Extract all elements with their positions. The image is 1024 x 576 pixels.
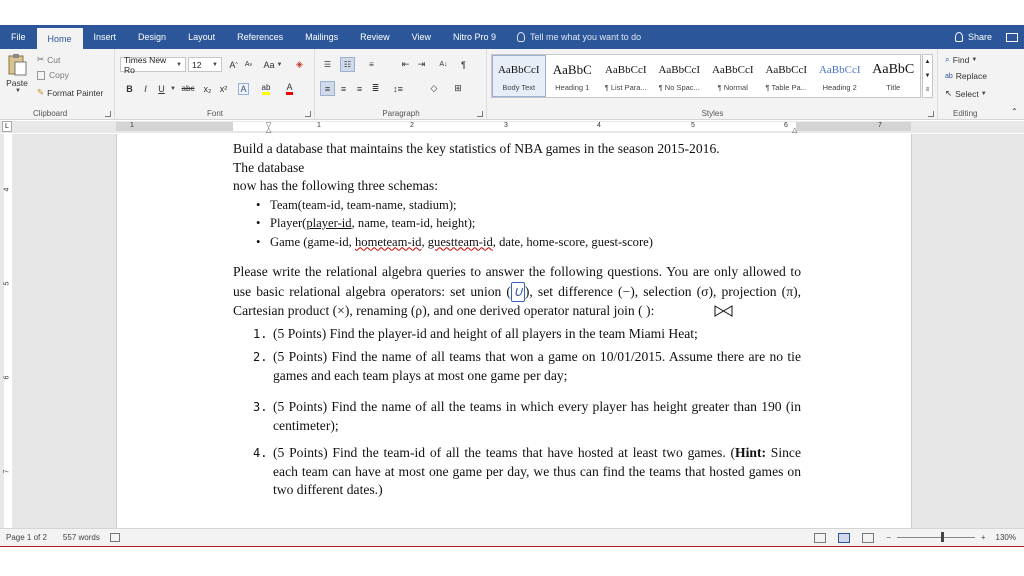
- question-4: [233, 444, 801, 500]
- web-layout-icon[interactable]: [862, 533, 874, 543]
- borders-icon: ⊞: [454, 83, 462, 93]
- tab-nitro-pro[interactable]: Nitro Pro 9: [453, 32, 497, 42]
- font-group-label: Font: [206, 109, 223, 118]
- ruler-number: 3: [504, 122, 508, 129]
- horizontal-ruler[interactable]: [116, 122, 911, 134]
- document-body[interactable]: [233, 140, 801, 500]
- status-bar: [0, 528, 1024, 546]
- instructions-paragraph: [233, 263, 801, 321]
- tab-file[interactable]: File: [11, 32, 26, 42]
- justify-icon: ≣: [371, 83, 380, 93]
- search-icon: ⌕: [945, 54, 950, 64]
- tab-references[interactable]: References: [237, 32, 284, 42]
- paragraph-launcher-icon[interactable]: [477, 111, 483, 117]
- copy-label: Copy: [49, 70, 69, 80]
- schema-text: Player(: [270, 216, 307, 230]
- bullets-button[interactable]: [320, 57, 335, 72]
- ruler-number: 1: [130, 122, 134, 129]
- comments-button[interactable]: [1000, 25, 1024, 49]
- tab-design[interactable]: Design: [138, 32, 167, 42]
- word-count[interactable]: 557 words: [62, 533, 100, 542]
- italic-button[interactable]: I: [144, 83, 147, 94]
- style-name: Heading 2: [822, 83, 857, 92]
- zoom-out-icon[interactable]: −: [886, 533, 891, 542]
- zoom-slider-knob[interactable]: [941, 532, 944, 542]
- zoom-in-icon[interactable]: +: [980, 533, 986, 542]
- collapse-ribbon-button[interactable]: [1011, 107, 1018, 116]
- schema-player: [256, 214, 801, 233]
- schema-text: Game (game-id,: [270, 234, 355, 249]
- chevron-down-icon: ▼: [170, 85, 176, 92]
- style-preview: AaBbCcI: [711, 64, 754, 76]
- tell-me-text: Tell me what you want to do: [530, 32, 642, 42]
- font-color-label: A: [286, 82, 292, 95]
- grow-font-label: A: [229, 59, 236, 70]
- spellcheck-word[interactable]: guestteam-id: [427, 234, 493, 249]
- numbered-list-icon: ☷: [343, 60, 352, 69]
- superscript-button[interactable]: x²: [219, 83, 228, 94]
- underline-dropdown[interactable]: [168, 81, 176, 96]
- tab-insert[interactable]: Insert: [93, 32, 117, 42]
- clear-formatting-button[interactable]: [292, 57, 307, 72]
- ruler-number: 7: [878, 122, 882, 129]
- cursor-icon: ↖: [945, 88, 953, 98]
- style-body-text[interactable]: [492, 55, 546, 97]
- style-preview: AaBbCcI: [765, 64, 808, 76]
- tab-mailings[interactable]: Mailings: [305, 32, 339, 42]
- clipboard-group-label: Clipboard: [33, 109, 68, 118]
- schema-text: , date, home-score, guest-score): [492, 234, 653, 249]
- shading-button[interactable]: [424, 81, 444, 96]
- question-text: (5 Points) Find the team-id of all the teams that have hosted at least two games. (: [273, 445, 736, 460]
- highlight-label: ab: [262, 83, 271, 95]
- shrink-font-button[interactable]: A v: [244, 61, 253, 68]
- format-painter-button[interactable]: [37, 87, 103, 98]
- editing-group-label: Editing: [953, 109, 978, 118]
- style-preview: AaBbC: [872, 62, 915, 77]
- eraser-icon: ◈: [296, 59, 303, 69]
- union-symbol: ∪: [511, 282, 525, 303]
- chevron-down-icon: ▼: [980, 90, 987, 97]
- style-name: Heading 1: [555, 83, 590, 92]
- sort-icon: A↓: [439, 61, 448, 68]
- copy-icon: [37, 71, 45, 80]
- question-2: [233, 348, 801, 385]
- ribbon-home: [0, 49, 1024, 120]
- find-label: Find: [952, 54, 970, 65]
- schema-text: ,: [421, 234, 428, 249]
- style-list-paragraph[interactable]: [599, 55, 653, 97]
- styles-launcher-icon[interactable]: [928, 111, 934, 117]
- question-text: (5 Points) Find the player-id and height of all players in the team Miami Heat;: [273, 325, 698, 341]
- share-button[interactable]: [947, 25, 1000, 49]
- font-family-select[interactable]: [120, 54, 186, 75]
- right-margin-area: [796, 122, 911, 131]
- instructions-text: ), set difference (−), selection (σ), projection (π), Cartesian product (×), renaming (ρ), and one derived operator natural join ( ):: [233, 283, 801, 318]
- numbering-button[interactable]: [340, 57, 355, 72]
- style-name: ¶ No Spac...: [658, 83, 700, 92]
- chevron-down-icon: ▼: [15, 88, 21, 94]
- decrease-indent-button[interactable]: [398, 57, 413, 72]
- chevron-down-icon: ▼: [176, 61, 182, 68]
- align-center-button[interactable]: [336, 81, 351, 96]
- chevron-down-icon: ▼: [276, 61, 283, 68]
- paint-bucket-icon: ◇: [430, 83, 438, 93]
- zoom-slider[interactable]: [897, 537, 975, 538]
- style-name: ¶ Table Pa...: [765, 83, 807, 92]
- style-heading-1[interactable]: [546, 55, 600, 97]
- style-normal[interactable]: [706, 55, 760, 97]
- group-editing: [939, 49, 1024, 120]
- lightbulb-icon: [517, 32, 525, 42]
- strikethrough-button[interactable]: abc: [181, 84, 195, 93]
- paintbrush-icon: ✎: [37, 87, 45, 97]
- replace-icon: ab: [945, 72, 953, 80]
- format-painter-label: Format Painter: [47, 87, 104, 98]
- ruler-number: 4: [597, 122, 601, 129]
- hint-label: Hint:: [735, 445, 766, 460]
- line-spacing-button[interactable]: [388, 81, 408, 96]
- read-mode-icon[interactable]: [814, 533, 826, 543]
- paragraph-group-label: Paragraph: [382, 109, 420, 118]
- scissors-icon: ✂: [37, 54, 45, 64]
- align-left-icon: ≡: [324, 83, 331, 94]
- question-number: 2.: [253, 350, 268, 364]
- replace-button[interactable]: [945, 71, 987, 81]
- sort-button[interactable]: [436, 57, 451, 72]
- align-center-icon: ≡: [340, 83, 347, 94]
- style-table-paragraph[interactable]: [760, 55, 814, 97]
- ruler-number: 7: [3, 469, 11, 474]
- spellcheck-word[interactable]: hometeam-id: [354, 234, 422, 249]
- question-number: 1.: [253, 326, 268, 341]
- horizontal-ruler-row: [0, 121, 1024, 133]
- tab-home[interactable]: Home: [37, 28, 83, 49]
- bulleted-list-icon: ☰: [323, 60, 332, 69]
- style-preview: AaBbCcI: [658, 64, 701, 76]
- question-1: [233, 325, 801, 344]
- question-number: 4.: [253, 446, 268, 460]
- line-spacing-icon: ↕≡: [393, 83, 403, 94]
- ruler-number: 2: [410, 122, 414, 129]
- replace-label: Replace: [955, 71, 987, 81]
- align-left-button[interactable]: [320, 81, 335, 96]
- group-clipboard: [0, 49, 115, 120]
- paste-label: Paste: [6, 78, 28, 88]
- font-size-value: 12: [192, 59, 202, 70]
- tab-layout[interactable]: Layout: [188, 32, 216, 42]
- ruler-number: 4: [3, 187, 11, 192]
- page-count[interactable]: Page 1 of 2: [6, 533, 47, 542]
- increase-indent-button[interactable]: [414, 57, 429, 72]
- document-page[interactable]: [116, 134, 912, 528]
- intro-line: The database: [233, 159, 305, 175]
- style-name: Title: [886, 83, 901, 92]
- style-preview: AaBbCcI: [818, 64, 861, 76]
- text-effects-label: A: [240, 83, 247, 94]
- question-3: [233, 398, 801, 435]
- more-styles-icon[interactable]: ≡: [925, 87, 930, 93]
- style-heading-2[interactable]: [813, 55, 867, 97]
- clipboard-launcher-icon[interactable]: [105, 111, 111, 117]
- person-icon: [955, 32, 963, 42]
- tab-review[interactable]: Review: [360, 32, 390, 42]
- ruler-number: 1: [317, 122, 321, 129]
- style-preview: AaBbC: [552, 62, 592, 77]
- decrease-indent-icon: ⇤: [401, 59, 410, 69]
- primary-key: player-id: [306, 216, 352, 230]
- schema-team: • Team(team-id, team-name, stadium);: [256, 196, 801, 215]
- proofing-icon[interactable]: [110, 533, 120, 542]
- change-case-button[interactable]: [262, 57, 284, 72]
- cut-label: Cut: [47, 54, 61, 65]
- zoom-control: [886, 533, 1024, 542]
- window-bottom-strip: [0, 546, 1024, 576]
- vertical-ruler[interactable]: [0, 134, 14, 528]
- select-label: Select: [955, 88, 979, 99]
- zoom-level[interactable]: 130%: [995, 533, 1016, 542]
- tell-me-search[interactable]: [507, 25, 641, 49]
- group-font: [116, 49, 315, 120]
- font-launcher-icon[interactable]: [305, 111, 311, 117]
- style-preview: AaBbCcI: [604, 64, 647, 76]
- style-name: ¶ List Para...: [604, 83, 647, 92]
- align-right-icon: ≡: [356, 83, 363, 94]
- hanging-indent-icon[interactable]: △: [266, 127, 272, 134]
- font-size-select[interactable]: [188, 57, 222, 72]
- find-button[interactable]: [945, 54, 977, 65]
- indent-marker-icon[interactable]: ▽: [266, 122, 272, 129]
- shrink-font-label: A: [244, 61, 250, 68]
- style-name: Body Text: [502, 83, 536, 92]
- document-canvas[interactable]: [14, 134, 1024, 528]
- chevron-down-icon[interactable]: ▼: [924, 73, 931, 79]
- question-list: [233, 325, 801, 500]
- ruler-number: 6: [3, 375, 11, 380]
- grow-font-button[interactable]: A ^: [229, 59, 238, 70]
- copy-button[interactable]: [37, 70, 69, 80]
- borders-button[interactable]: [448, 81, 468, 96]
- font-color-button[interactable]: [282, 81, 297, 96]
- styles-scroll[interactable]: [922, 54, 933, 98]
- tab-selector[interactable]: L: [2, 121, 12, 132]
- chevron-down-icon: ▼: [971, 56, 978, 63]
- right-indent-icon[interactable]: △: [792, 127, 798, 134]
- instructions-text: Please write the relational algebra queries to answer the following questions. You are only allowed to use basic relational algebra operators: set union (: [233, 264, 801, 299]
- view-controls: [808, 533, 1024, 543]
- style-no-spacing[interactable]: [653, 55, 707, 97]
- share-label: Share: [967, 32, 992, 42]
- natural-join-icon: [714, 305, 733, 317]
- print-layout-icon[interactable]: [838, 533, 850, 543]
- question-number: 3.: [253, 400, 268, 414]
- multilevel-list-icon: ≡: [369, 60, 374, 69]
- tab-view[interactable]: View: [411, 32, 432, 42]
- underline-button[interactable]: U: [158, 83, 165, 94]
- multilevel-list-button[interactable]: [364, 57, 379, 72]
- style-name: ¶ Normal: [717, 83, 748, 92]
- chevron-up-icon: ⌃: [1011, 107, 1018, 116]
- pilcrow-icon: ¶: [461, 59, 466, 70]
- change-case-label: Aa: [263, 59, 275, 70]
- bold-button[interactable]: B: [126, 83, 133, 94]
- group-paragraph: [316, 49, 487, 120]
- schema-text: , name, team-id, height);: [351, 216, 476, 230]
- comment-icon: [1006, 33, 1018, 42]
- chevron-up-icon[interactable]: ▲: [924, 59, 931, 65]
- schema-game: [256, 233, 801, 252]
- show-formatting-button[interactable]: [456, 57, 471, 72]
- question-text: (5 Points) Find the name of all the teams in which every player has height greater than 190 (in centimeter);: [273, 399, 801, 433]
- styles-group-label: Styles: [701, 109, 724, 118]
- paste-icon: [6, 53, 28, 77]
- font-family-value: Times New Ro: [124, 54, 167, 75]
- intro-line: now has the following three schemas:: [233, 178, 438, 193]
- increase-indent-icon: ⇥: [417, 59, 426, 69]
- ruler-number: 5: [691, 122, 695, 129]
- style-title[interactable]: [867, 55, 921, 97]
- schema-list: [233, 196, 801, 252]
- paste-button[interactable]: [6, 53, 28, 94]
- text-effects-button[interactable]: [236, 81, 251, 96]
- style-preview: AaBbCcI: [497, 64, 540, 76]
- subscript-button[interactable]: x₂: [203, 83, 212, 94]
- chevron-down-icon: ▼: [212, 61, 218, 68]
- align-right-button[interactable]: [352, 81, 367, 96]
- justify-button[interactable]: [368, 81, 383, 96]
- styles-gallery: [491, 54, 921, 98]
- question-text: (5 Points) Find the name of all teams that won a game on 10/01/2015. Assume there are no tie games and each team plays at most one game per day;: [273, 349, 801, 383]
- intro-line: Build a database that maintains the key statistics of NBA games in the season 2015-2016.: [233, 141, 720, 156]
- ruler-number: 6: [784, 122, 788, 129]
- ruler-number: 5: [3, 281, 11, 286]
- cut-button[interactable]: [37, 54, 60, 65]
- highlight-button[interactable]: [257, 81, 275, 96]
- ribbon-tab-bar: [0, 25, 1024, 49]
- select-button[interactable]: [945, 88, 987, 99]
- question-text: Since each team can have at most one game per day, we thus can find the teams that hosted games on two different dates.): [273, 445, 801, 497]
